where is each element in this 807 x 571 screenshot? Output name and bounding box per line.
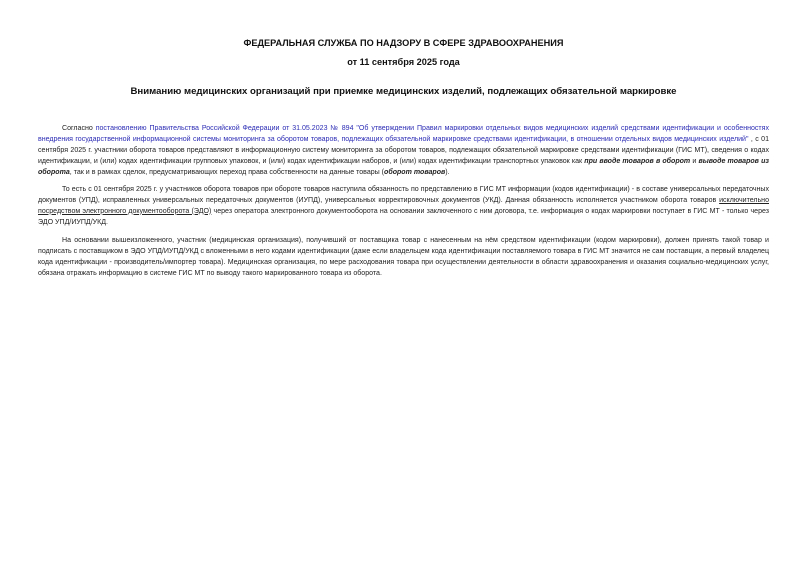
emphasis-entry-into-circulation: при вводе товаров в оборот <box>584 157 691 165</box>
emphasis-goods-turnover: оборот товаров <box>384 168 446 176</box>
paragraph-1-text-2: и <box>690 157 699 165</box>
paragraph-2-text-2: через оператора электронного документооборота на основании заключенного с ним договора, т.е. информация о кодах маркировки поступает в ГИС МТ - только через ЭДО УПД/ИУПД/УКД. <box>38 207 769 226</box>
organization-heading: ФЕДЕРАЛЬНАЯ СЛУЖБА ПО НАДЗОРУ В СФЕРЕ ЗДРАВООХРАНЕНИЯ <box>243 38 564 48</box>
paragraph-1 <box>38 124 769 179</box>
paragraph-1-text-4: ). <box>445 168 450 176</box>
resolution-link[interactable]: постановлению Правительства Российской Федерации от 31.05.2023 № 894 "Об утверждении Правил маркировки отдельных видов медицинских изделий средствами идентификации и особенностях внедрения государственной информационной системы мониторинга за оборотом товаров, подлежащих обязательной маркировке средствами идентификации, в отношении отдельных видов медицинских изделий" <box>38 125 769 143</box>
paragraph-1-intro: Согласно <box>62 125 96 132</box>
paragraph-2 <box>38 185 769 229</box>
document-date: от 11 сентября 2025 года <box>347 57 460 67</box>
document-title: Вниманию медицинских организаций при приемке медицинских изделий, подлежащих обязательной маркировке <box>130 86 677 97</box>
paragraph-1-text-3: , так и в рамках сделок, предусматривающих переход права собственности на данные товары ( <box>69 168 385 176</box>
underlined-edo-text: исключительно посредством электронного документооборота (ЭДО) <box>38 196 769 215</box>
paragraph-2-text-1: То есть с 01 сентября 2025 г. у участников оборота товаров при обороте товаров наступила обязанность по представлению в ГИС МТ информации (кодов идентификации) - в составе универсальных передаточных документов (УПД), исправленных универсальных передаточных документов (ИУПД), универсальных корректировочных документов (УКД). Данная обязанность исполняется участником оборота товаров <box>38 186 769 204</box>
paragraph-1-text-1: , с 01 сентября 2025 г. участники оборота товаров представляют в информационную систему мониторинга за оборотом товаров, подлежащих обязательной маркировке средствами идентификации (ГИС МТ), сведения о кодах идентификации, и (или) кодах идентификации групповых упаковок, и (или) кодах идентификации наборов, и (или) кодах идентификации транспортных упаковок как <box>38 135 769 165</box>
paragraph-3 <box>38 236 769 280</box>
paragraph-3-text-1: На основании вышеизложенного, участник (медицинская организация), получивший от поставщика товар с нанесенным на нём средством идентификации (кодом маркировки), должен принять такой товар и подписать с поставщиком в ЭДО УПД/ИУПД/УКД с вложенными в него кодами идентификации (даже если владельцем кода идентификации поставляемого товара в ГИС МТ значится не сам поставщик, а первый владелец кода идентификации - производитель/импортер товара). Медицинская организация, по мере расходования товара при осуществлении деятельности в области здравоохранения и оказания социально-медицинских услуг, обязана отражать информацию в системе ГИС МТ по выводу такого маркированного товара из оборота. <box>38 237 769 277</box>
emphasis-withdrawal-from-circulation: выводе товаров из оборота <box>38 157 769 176</box>
